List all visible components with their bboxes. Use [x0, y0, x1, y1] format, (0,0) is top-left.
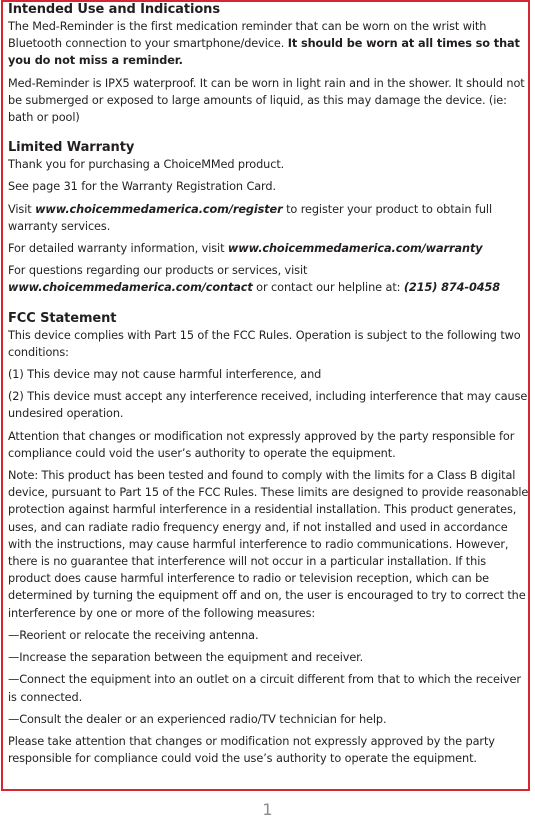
page-number: 1 [262, 800, 273, 819]
helpline-phone: (215) 874-0458 [403, 281, 501, 295]
fcc-measure-4: —Consult the dealer or an experienced radio/TV technician for help. [8, 712, 387, 726]
fcc-closing: Please take attention that changes or modification not expressly approved by the party responsible for compliance could void the use’s authority to operate the equipment. [8, 734, 495, 766]
fcc-condition-2: (2) This device must accept any interference received, including interference that may cause undesired operation. [8, 390, 528, 421]
fcc-section [8, 310, 530, 768]
register-link[interactable]: www.choicemmedamerica.com/register [35, 202, 283, 216]
intended-use-heading: Intended Use and Indications [8, 2, 220, 17]
intended-use-paragraph-1 [8, 18, 530, 70]
warranty-link[interactable]: www.choicemmedamerica.com/warranty [227, 242, 483, 256]
register-prefix: Visit [8, 202, 36, 216]
warranty-heading: Limited Warranty [8, 140, 135, 156]
fcc-intro: This device complies with Part 15 of the FCC Rules. Operation is subject to the following two conditions: [8, 328, 521, 359]
waterproof-paragraph: Med-Reminder is IPX5 waterproof. It can be worn in light rain and in the shower. It should not be submerged or exposed to large amounts of liquid, as this may damage the device. (ie: bath or pool) [8, 76, 525, 125]
fcc-attention: Attention that changes or modification not expressly approved by the party responsible for compliance could void the user’s authority to operate the equipment. [8, 429, 515, 460]
fcc-condition-1: (1) This device may not cause harmful interference, and [8, 368, 322, 382]
register-suffix: to register your product to obtain full warranty services. [8, 202, 492, 233]
warranty-info-paragraph [8, 240, 530, 257]
warranty-info-prefix: For detailed warranty information, visit [8, 242, 228, 256]
fcc-measure-2: —Increase the separation between the equipment and receiver. [8, 651, 364, 665]
document-body [8, 1, 530, 772]
contact-prefix: For questions regarding our products or services, visit [8, 264, 308, 278]
fcc-heading: FCC Statement [8, 310, 117, 326]
warranty-register-paragraph [8, 201, 530, 235]
intended-use-text: The Med-Reminder is the first medication reminder that can be worn on the wrist with Bluetooth connection to your smartphone/device. [8, 20, 487, 51]
warranty-section [8, 139, 530, 296]
contact-middle: or contact our helpline at: [252, 281, 404, 295]
contact-link[interactable]: www.choicemmedamerica.com/contact [8, 281, 253, 295]
wear-at-all-times-note: It should be worn at all times so that you do not miss a reminder. [8, 37, 520, 68]
warranty-card-ref: See page 31 for the Warranty Registration Card. [8, 180, 276, 194]
fcc-note: Note: This product has been tested and found to comply with the limits for a Class B digital device, pursuant to Part 15 of the FCC Rules. These limits are designed to provide reasonable protection against harmful interference in a residential installation. This product generates, uses, and can radiate radio frequency energy and, if not installed and used in accordance with the instructions, may cause harmful interference to radio communications. However, there is no guarantee that interference will not occur in a particular installation. If this product does cause harmful interference to radio or television reception, which can be determined by turning the equipment off and on, the user is encouraged to try to correct the interference by one or more of the following measures: [8, 469, 529, 620]
intended-use-section [8, 1, 530, 126]
warranty-thanks: Thank you for purchasing a ChoiceMMed product. [8, 158, 285, 172]
fcc-measure-3: —Connect the equipment into an outlet on a circuit different from that to which the receiver is connected. [8, 673, 521, 704]
contact-paragraph [8, 262, 530, 296]
fcc-measure-1: —Reorient or relocate the receiving antenna. [8, 628, 259, 642]
